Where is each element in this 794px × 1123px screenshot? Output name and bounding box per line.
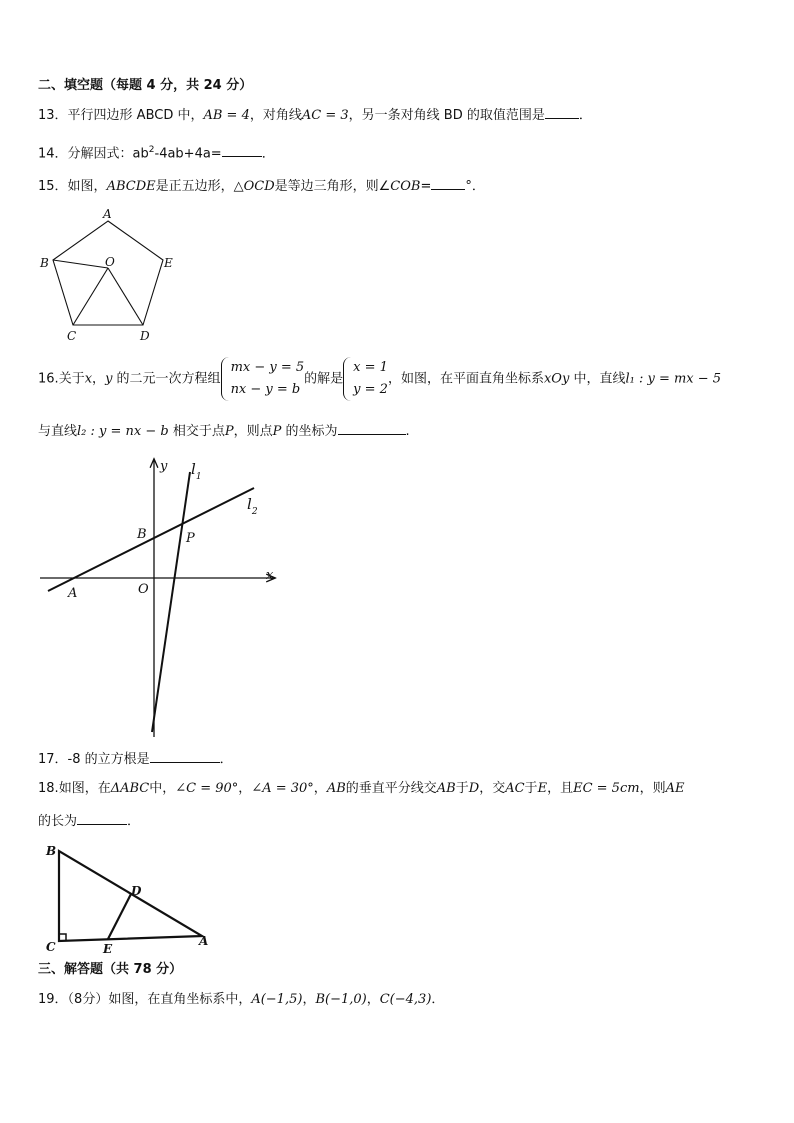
label-c: C	[46, 940, 56, 954]
question-16: 16.关于x，y 的二元一次方程组 mx − y = 5 nx − y = b 的解是 x = 1 y = 2 ，如图，在平面直角坐标系xOy 中，直线l₁ : y = mx − 5	[38, 357, 721, 401]
line-l1	[152, 472, 190, 732]
pentagon-figure	[36, 205, 186, 345]
label-a: A	[68, 586, 78, 601]
question-17: 17．-8 的立方根是 ．	[38, 749, 233, 769]
answer-blank-18[interactable]	[77, 811, 127, 825]
label-b: B	[46, 844, 57, 858]
label-e: E	[103, 942, 113, 956]
solution-system: x = 1 y = 2	[343, 357, 388, 401]
label-c: C	[67, 329, 77, 343]
question-13: 13．平行四边形 ABCD 中，AB = 4，对角线AC = 3，另一条对角线 BD 的取值范围是 ．	[38, 105, 592, 125]
question-18-cont: 的长为 ．	[38, 811, 140, 831]
label-l2: $l_2$	[247, 495, 258, 517]
label-b: B	[137, 527, 147, 542]
answer-blank-14[interactable]	[222, 143, 262, 157]
question-16-cont: 与直线l₂ : y = nx − b 相交于点P，则点P 的坐标为 .	[38, 421, 410, 441]
label-origin: O	[138, 582, 149, 597]
label-d: D	[140, 329, 150, 343]
equation-system: mx − y = 5 nx − y = b	[221, 357, 305, 401]
coordinate-figure	[38, 452, 283, 742]
pentagon-abcde	[53, 221, 163, 325]
answer-blank-17[interactable]	[150, 749, 220, 763]
answer-blank-15[interactable]	[431, 176, 465, 190]
answer-blank-16[interactable]	[338, 421, 406, 435]
segment-de	[108, 894, 131, 939]
segment-od	[108, 268, 143, 325]
label-a: A	[199, 934, 209, 948]
label-o: O	[105, 255, 115, 269]
question-19: 19．（8分）如图，在直角坐标系中，A(−1,5)，B(−1,0)，C(−4,3)．	[38, 992, 445, 1007]
section-title-fill-blank: 二、填空题（每题 4 分，共 24 分）	[38, 78, 253, 93]
question-18: 18.如图，在ΔABC中，∠C = 90°，∠A = 30°，AB的垂直平分线交AB于D，交AC于E，且EC = 5cm，则AE	[38, 781, 685, 796]
segment-oc	[73, 268, 108, 325]
label-d: D	[131, 884, 142, 898]
label-a: A	[103, 207, 112, 221]
segment-ob	[53, 260, 108, 268]
label-l1: $l_1$	[191, 460, 202, 482]
triangle-figure	[42, 838, 222, 956]
label-p: P	[186, 531, 195, 546]
answer-blank-13[interactable]	[545, 105, 579, 119]
label-e: E	[164, 256, 173, 270]
label-y-axis: y	[160, 459, 168, 474]
label-x-axis: x	[266, 568, 274, 583]
question-15: 15．如图，ABCDE是正五边形，△OCD是等边三角形，则∠COB= °．	[38, 176, 485, 196]
section-title-solve: 三、解答题（共 78 分）	[38, 962, 183, 977]
label-b: B	[40, 256, 49, 270]
question-14: 14．分解因式：$ab^2-4ab+4a=$ ．	[38, 145, 275, 162]
line-l2	[48, 488, 254, 591]
